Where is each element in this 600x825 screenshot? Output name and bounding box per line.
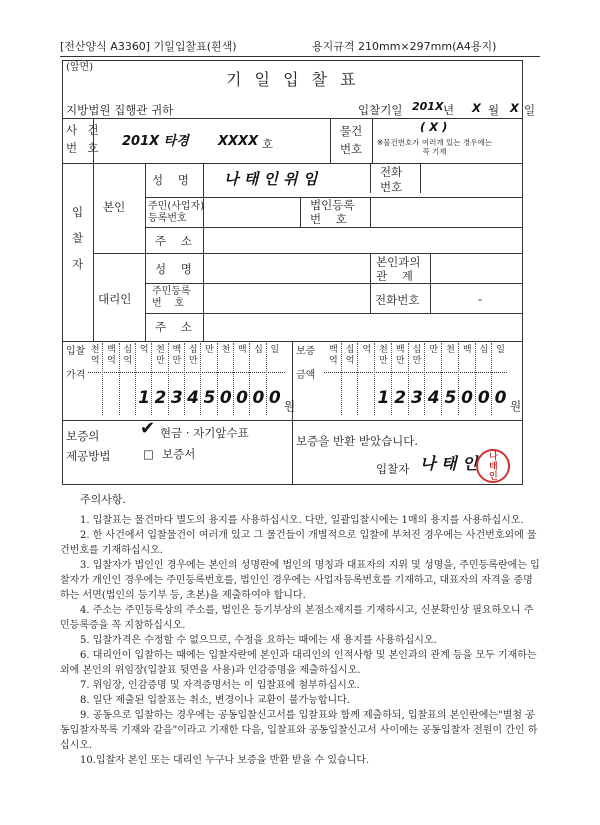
bid-unit-label: 억	[139, 345, 149, 355]
bid-unit-label: 백만	[172, 345, 182, 366]
deposit-method-label: 보증의 제공방법	[66, 429, 111, 463]
bidder-seal	[476, 449, 510, 483]
bid-column-divider	[217, 343, 218, 415]
principal-name-value: 나 태 인 위 임	[224, 170, 318, 188]
seal-char-3: 인	[489, 472, 498, 482]
bid-unit-label: 십	[254, 345, 263, 355]
item-number-note: ※물건번호가 여러개 있는 경우에는 꼭 기재	[377, 138, 492, 156]
deposit-column-divider	[374, 343, 375, 415]
bid-won-label: 원	[284, 399, 296, 413]
phone-label: 전화 번호	[380, 165, 403, 194]
option-bond-label: 보증서	[162, 447, 196, 461]
corp-number-label: 법인등록 번 호	[310, 198, 355, 226]
option-bond-box: □	[143, 447, 154, 461]
seal-char-1: 나	[489, 452, 498, 462]
bid-month-unit: 월	[488, 103, 500, 117]
bid-column-divider	[200, 343, 201, 415]
deposit-digit: 5	[444, 388, 457, 408]
agent-address-label: 주 소	[155, 320, 192, 334]
resident-number-label: 주민(사업자) 등록번호	[148, 201, 205, 224]
bid-unit-label: 일	[270, 345, 280, 355]
bid-day-unit: 일	[524, 103, 536, 117]
deposit-won-label: 원	[510, 399, 522, 413]
deposit-digit: 1	[377, 388, 390, 408]
notes-section	[60, 492, 540, 768]
bid-digit: 5	[203, 388, 216, 408]
deposit-column-divider	[424, 343, 425, 415]
deposit-unit-label: 만	[429, 345, 439, 355]
name-label: 성 명	[152, 173, 189, 187]
bid-month: X	[472, 101, 481, 115]
deposit-column-divider	[441, 343, 442, 415]
bid-unit-label: 천만	[156, 345, 165, 366]
note-item: 6. 대리인이 입찰하는 때에는 입찰자란에 본인과 대리인의 인적사항 및 본인과의 관계 등을 모두 기재하는 외에 본인의 위임장(입찰표 뒷면을 사용)과 인감증명을 제출하십시오.	[60, 650, 537, 676]
form-title: 기 일 입 찰 표	[226, 70, 360, 89]
bidder-sign-label: 입찰자	[376, 462, 410, 476]
bid-date-label: 입찰기일	[358, 103, 403, 117]
bid-unit-label: 백억	[107, 345, 116, 366]
case-number-label: 사 건 번 호	[66, 123, 100, 155]
item-number-value: ( X )	[420, 120, 448, 134]
notes-title: 주의사항.	[80, 493, 127, 506]
form-code: [전산양식 A3360] 기일입찰표(흰색)	[60, 40, 237, 53]
note-item: 3. 입찰자가 법인인 경우에는 본인의 성명란에 법인의 명칭과 대표자의 지위 및 성명을, 주민등록란에는 입찰자가 개인인 경우에는 주민등록번호를, 법인인 경우에는 사업자등록번호를 기재하고, 대표자의 자격을 증명하는 서면(법인의 등기부 등, 초본)을 제출하여야 합니다.	[60, 560, 540, 601]
bid-column-divider	[233, 343, 234, 415]
bid-unit-label: 십억	[123, 345, 133, 366]
deposit-unit-label: 천	[446, 345, 455, 355]
deposit-unit-label: 천만	[379, 345, 388, 366]
agent-resident-label: 주민등록 번 호	[152, 286, 191, 309]
agent-phone-value: -	[478, 292, 483, 306]
deposit-column-divider	[391, 343, 392, 415]
deposit-column-divider	[491, 343, 492, 415]
bid-digit: 1	[138, 388, 150, 408]
deposit-unit-label: 십억	[345, 345, 355, 366]
deposit-column-divider	[357, 343, 358, 415]
deposit-amount-label: 보증 금액	[296, 346, 316, 381]
bid-unit-label: 만	[205, 345, 214, 355]
note-item: 8. 일단 제출된 입찰표는 취소, 변경이나 교환이 불가능합니다.	[80, 695, 350, 706]
bid-year-unit: 년	[443, 103, 455, 117]
deposit-digit: 0	[461, 388, 474, 408]
bid-digit: 3	[170, 388, 183, 408]
bid-unit-label: 백	[237, 345, 247, 355]
court-addressee: 지방법원 집행관 귀하	[66, 103, 174, 117]
bid-year: 201X	[412, 100, 444, 113]
bid-column-divider	[266, 343, 267, 415]
note-item: 5. 입찰가격은 수정할 수 없으므로, 수정을 요하는 때에는 새 용지를 사용하십시오.	[80, 635, 437, 646]
bid-column-divider	[135, 343, 136, 415]
deposit-column-divider	[408, 343, 409, 415]
deposit-column-divider	[458, 343, 459, 415]
relation-label: 본인과의 관 계	[376, 255, 421, 283]
bid-digit: 0	[236, 388, 248, 408]
agent-label: 대리인	[98, 292, 132, 306]
deposit-digit: 0	[477, 388, 490, 408]
bid-day: X	[510, 101, 519, 115]
option-cash-label: 현금 · 자기앞수표	[160, 426, 249, 440]
address-label: 주 소	[155, 234, 192, 248]
bidder-label: 입 찰 자	[72, 205, 84, 271]
note-item: 4. 주소는 주민등록상의 주소를, 법인은 등기부상의 본점소재지를 기재하시고, 신분확인상 필요하오니 주민등록증을 꼭 지참하십시오.	[60, 605, 534, 631]
deposit-column-divider	[475, 343, 476, 415]
note-item: 2. 한 사건에서 입찰물건이 여러개 있고 그 물건들이 개별적으로 입찰에 부쳐진 경우에는 사건번호외에 물건번호를 기재하십시오.	[60, 530, 537, 556]
bid-price-label: 입찰 가격	[66, 346, 86, 381]
return-text: 보증을 반환 받았습니다.	[296, 434, 419, 448]
bid-digit: 0	[252, 388, 265, 408]
bid-digit: 0	[219, 388, 232, 408]
side-label: (앞면)	[66, 62, 94, 73]
deposit-unit-label: 일	[496, 345, 505, 355]
case-serial: XXXX	[218, 134, 259, 149]
bid-digit: 2	[154, 388, 167, 408]
agent-name-label: 성 명	[155, 262, 192, 276]
deposit-digit: 2	[394, 388, 407, 408]
note-item: 7. 위임장, 인감증명 및 자격증명서는 이 입찰표에 첨부하십시오.	[80, 680, 360, 691]
deposit-unit-label: 십	[479, 345, 489, 355]
note-item: 1. 입찰표는 물건마다 별도의 용지를 사용하십시오. 다만, 일괄입찰시에는 1매의 용지를 사용하십시오.	[80, 515, 524, 526]
bid-unit-label: 천	[221, 345, 231, 355]
item-number-label: 물건 번호	[340, 124, 363, 156]
bid-column-divider	[168, 343, 169, 415]
bid-column-divider	[249, 343, 250, 415]
agent-phone-label: 전화번호	[375, 293, 420, 307]
bidder-signature: 나 태 인	[420, 454, 478, 473]
bid-column-divider	[102, 343, 103, 415]
deposit-digit: 4	[427, 388, 440, 408]
deposit-unit-label: 억	[362, 345, 372, 355]
bid-column-divider	[119, 343, 120, 415]
note-item: 10.입찰자 본인 또는 대리인 누구나 보증을 반환 받을 수 있습니다.	[80, 755, 370, 766]
deposit-digit: 3	[411, 388, 423, 408]
bid-column-divider	[184, 343, 185, 415]
cash-checkmark: ✔	[140, 418, 156, 439]
bid-digit: 4	[187, 388, 199, 408]
bid-digit: 0	[268, 388, 281, 408]
deposit-unit-label: 십만	[412, 345, 422, 366]
deposit-unit-label: 백억	[329, 345, 338, 366]
bid-unit-label: 천억	[90, 345, 100, 366]
case-year: 201X 타경	[122, 134, 189, 149]
bid-column-divider	[151, 343, 152, 415]
bid-unit-label: 십만	[188, 345, 198, 366]
deposit-digit: 0	[494, 388, 507, 408]
seal-char-2: 태	[489, 462, 498, 472]
principal-label: 본인	[103, 200, 126, 214]
paper-spec: 용지규격 210mm×297mm(A4용지)	[312, 40, 497, 53]
deposit-column-divider	[341, 343, 342, 415]
deposit-unit-label: 백	[462, 345, 472, 355]
note-item: 9. 공동으로 입찰하는 경우에는 공동입찰신고서를 입찰표와 함께 제출하되, 입찰표의 본인란에는"별첨 공동입찰자목록 기재와 같음"이라고 기재한 다음, 입찰표와 공동입찰신고서 사이에는 공동입찰자 전원이 간인 하십시오.	[60, 710, 538, 751]
deposit-unit-label: 백만	[395, 345, 405, 366]
case-unit: 호	[262, 137, 274, 151]
